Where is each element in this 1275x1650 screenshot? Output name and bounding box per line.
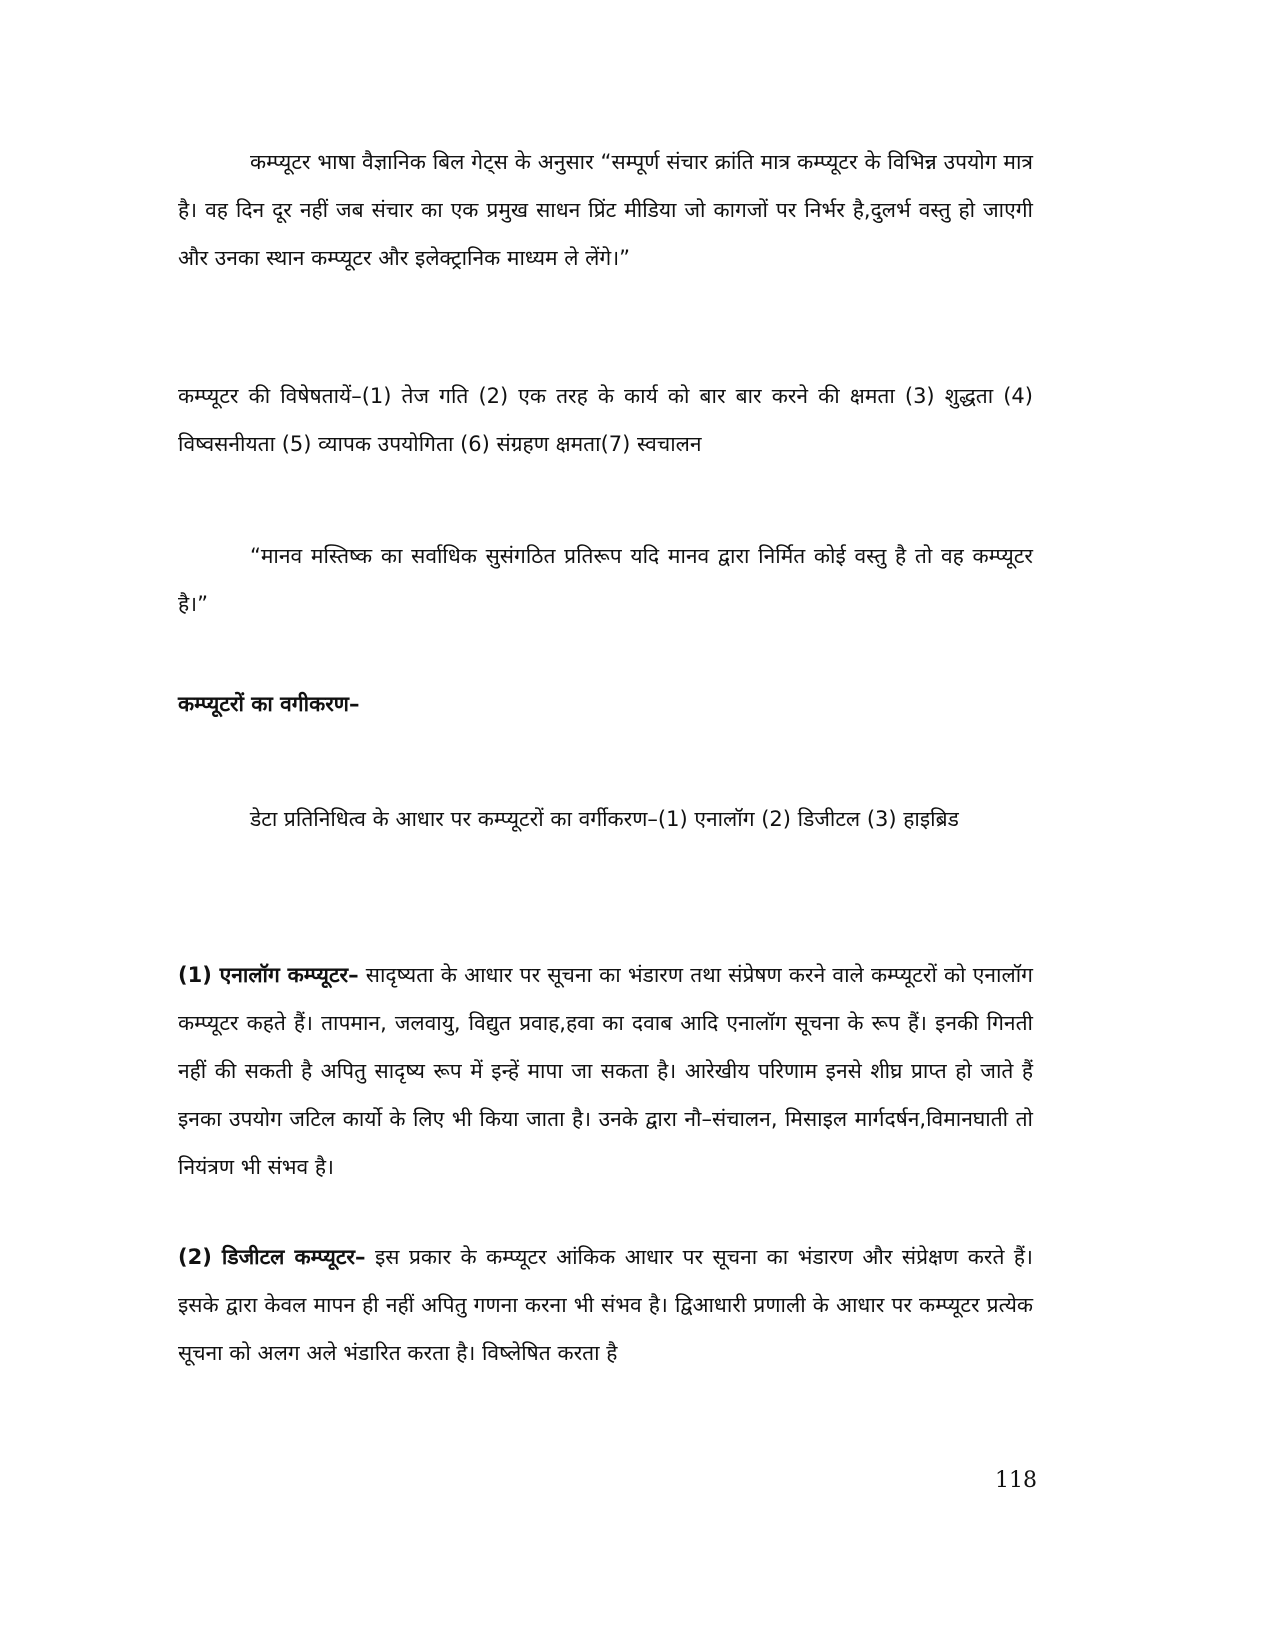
digital-computer-body: इस प्रकार के कम्प्यूटर आंकिक आधार पर सूचना का भंडारण और संप्रेक्षण करते हैं। इसके द्वारा केवल मापन ही नहीं अपितु गणना करना भी संभव है। द्विआधारी प्रणाली के आधार पर कम्प्यूटर प्रत्येक सूचना को अलग अले भंडारित करता है। विष्लेषित करता है bbox=[178, 1245, 1033, 1365]
digital-computer-paragraph bbox=[178, 1233, 1033, 1377]
classification-intro-paragraph: डेटा प्रतिनिधित्व के आधार पर कम्प्यूटरों का वर्गीकरण–(1) एनालॉग (2) डिजीटल (3) हाइब्रिड bbox=[250, 807, 959, 831]
human-brain-quote-paragraph: “मानव मस्तिष्क का सर्वाधिक सुसंगठित प्रतिरूप यदि मानव द्वारा निर्मित कोई वस्तु है तो वह कम्प्यूटर है।” bbox=[178, 544, 1033, 616]
analog-computer-body: सादृष्यता के आधार पर सूचना का भंडारण तथा संप्रेषण करने वाले कम्प्यूटरों को एनालॉग कम्प्यूटर कहते हैं। तापमान, जलवायु, विद्युत प्रवाह,हवा का दवाब आदि एनालॉग सूचना के रूप हैं। इनकी गिनती नहीं की सकती है अपितु सादृष्य रूप में इन्हें मापा जा सकता है। आरेखीय परिणाम इनसे शीघ्र प्राप्त हो जाते हैं इनका उपयोग जटिल कार्यो के लिए भी किया जाता है। उनके द्वारा नौ–संचालन, मिसाइल मार्गदर्षन,विमानघाती तो नियंत्रण भी संभव है। bbox=[178, 963, 1033, 1179]
bill-gates-quote-paragraph: कम्प्यूटर भाषा वैज्ञानिक बिल गेट्स के अनुसार “सम्पूर्ण संचार क्रांति मात्र कम्प्यूटर के विभिन्न उपयोग मात्र है। वह दिन दूर नहीं जब संचार का एक प्रमुख साधन प्रिंट मीडिया जो कागजों पर निर्भर है,दुलर्भ वस्तु हो जाएगी और उनका स्थान कम्प्यूटर और इलेक्ट्रानिक माध्यम ले लेंगे।” bbox=[178, 150, 1033, 270]
classification-heading: कम्प्यूटरों का वगीकरण– bbox=[178, 692, 360, 716]
analog-computer-paragraph bbox=[178, 951, 1033, 1191]
page-number: 118 bbox=[995, 1468, 1037, 1493]
digital-computer-title: (2) डिजीटल कम्प्यूटर– bbox=[178, 1245, 366, 1269]
analog-computer-title: (1) एनालॉग कम्प्यूटर– bbox=[178, 963, 359, 987]
computer-features-paragraph: कम्प्यूटर की विषेषतायें–(1) तेज गति (2) एक तरह के कार्य को बार बार करने की क्षमता (3) शुद्धता (4) विष्वसनीयता (5) व्यापक उपयोगिता (6) संग्रहण क्षमता(7) स्वचालन bbox=[178, 384, 1033, 456]
